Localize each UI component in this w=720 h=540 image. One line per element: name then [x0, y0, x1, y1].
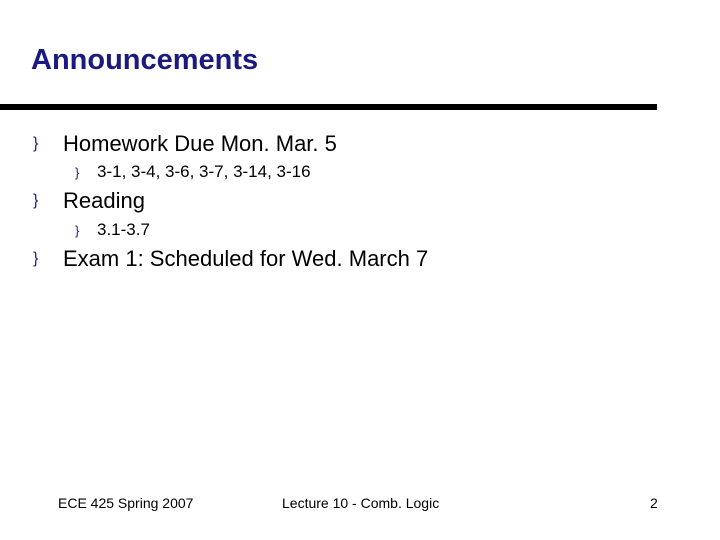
bullet-text: Reading [63, 188, 145, 213]
bullet-text: 3.1-3.7 [97, 220, 150, 239]
subbullet-homework-problems [75, 162, 311, 182]
bullet-text: Homework Due Mon. Mar. 5 [63, 131, 337, 156]
bullet-icon: } [33, 192, 39, 209]
bullet-icon: } [75, 164, 80, 180]
footer-lecture: Lecture 10 - Comb. Logic [282, 495, 440, 511]
bullet-text: 3-1, 3-4, 3-6, 3-7, 3-14, 3-16 [97, 162, 311, 181]
bullet-text: Exam 1: Scheduled for Wed. March 7 [63, 246, 429, 271]
slide-title: Announcements [31, 44, 259, 76]
subbullet-reading-sections [75, 220, 150, 240]
bullet-icon: } [33, 135, 39, 152]
bullet-homework [33, 131, 337, 157]
bullet-reading [33, 188, 145, 214]
footer-page-number: 2 [650, 495, 658, 511]
bullet-icon: } [75, 222, 80, 238]
title-divider [0, 104, 657, 110]
bullet-exam [33, 246, 428, 272]
footer-course: ECE 425 Spring 2007 [58, 495, 194, 511]
bullet-icon: } [33, 250, 39, 267]
